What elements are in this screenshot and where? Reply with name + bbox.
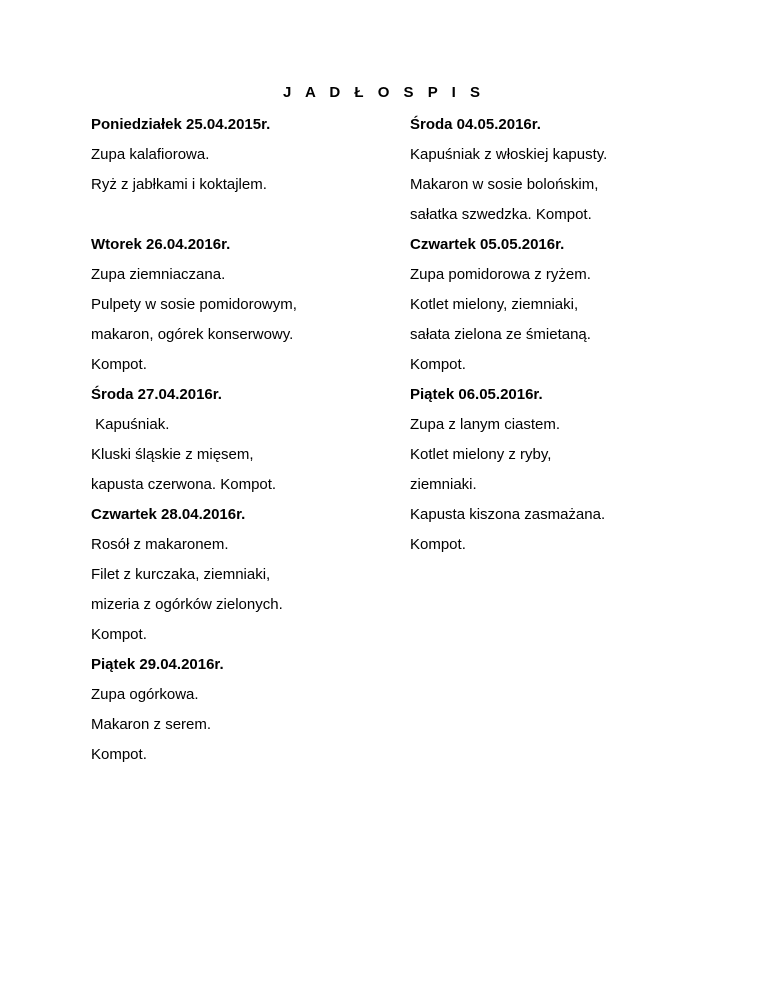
menu-item: Kotlet mielony, ziemniaki,	[410, 296, 579, 313]
day-heading: Piątek 06.05.2016r.	[410, 386, 543, 403]
blank-line	[91, 205, 391, 235]
menu-item: Rosół z makaronem.	[91, 536, 229, 553]
menu-item: Kompot.	[91, 626, 147, 643]
menu-item: Kapusta kiszona zasmażana.	[410, 506, 606, 523]
menu-item: Kapuśniak z włoskiej kapusty.	[410, 146, 608, 163]
menu-item: ziemniaki.	[410, 476, 477, 493]
menu-item: Zupa ogórkowa.	[91, 686, 199, 703]
day-heading: Środa 04.05.2016r.	[410, 116, 541, 133]
day-heading: Środa 27.04.2016r.	[91, 386, 222, 403]
menu-item: Zupa pomidorowa z ryżem.	[410, 266, 591, 283]
day-heading: Poniedziałek 25.04.2015r.	[91, 116, 271, 133]
menu-item: kapusta czerwona. Kompot.	[91, 476, 277, 493]
day-heading: Czwartek 05.05.2016r.	[410, 236, 565, 253]
menu-item: Kompot.	[91, 356, 147, 373]
menu-item: Ryż z jabłkami i koktajlem.	[91, 176, 267, 193]
menu-item: mizeria z ogórków zielonych.	[91, 596, 283, 613]
menu-item: Kapuśniak.	[91, 416, 170, 433]
document-title: J A D Ł O S P I S	[283, 84, 485, 101]
menu-item: Pulpety w sosie pomidorowym,	[91, 296, 297, 313]
menu-item: Kompot.	[410, 356, 466, 373]
menu-item: Zupa kalafiorowa.	[91, 146, 210, 163]
menu-item: makaron, ogórek konserwowy.	[91, 326, 294, 343]
menu-column-left	[91, 115, 391, 775]
menu-item: Kluski śląskie z mięsem,	[91, 446, 254, 463]
day-heading: Czwartek 28.04.2016r.	[91, 506, 246, 523]
menu-item: sałata zielona ze śmietaną.	[410, 326, 591, 343]
menu-item: sałatka szwedzka. Kompot.	[410, 206, 592, 223]
menu-item: Makaron w sosie bolońskim,	[410, 176, 599, 193]
menu-item: Kotlet mielony z ryby,	[410, 446, 552, 463]
menu-column-right	[410, 115, 740, 565]
menu-item: Zupa ziemniaczana.	[91, 266, 226, 283]
menu-item: Zupa z lanym ciastem.	[410, 416, 561, 433]
day-heading: Wtorek 26.04.2016r.	[91, 236, 231, 253]
menu-item: Kompot.	[91, 746, 147, 763]
menu-item: Kompot.	[410, 536, 466, 553]
menu-item: Filet z kurczaka, ziemniaki,	[91, 566, 271, 583]
day-heading: Piątek 29.04.2016r.	[91, 656, 224, 673]
menu-item: Makaron z serem.	[91, 716, 212, 733]
